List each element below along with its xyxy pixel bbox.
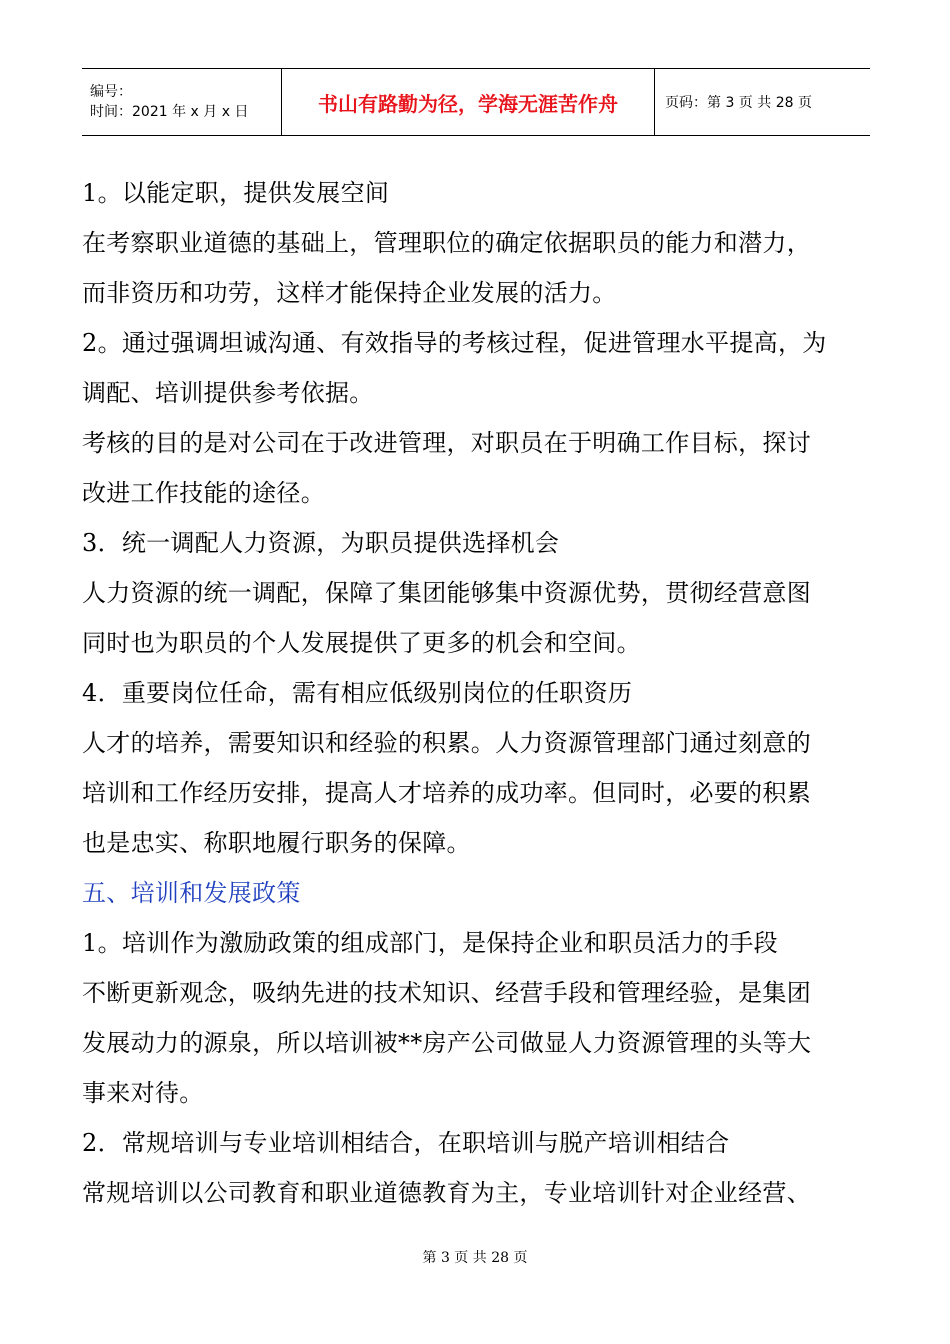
header-meta-cell [82, 69, 282, 135]
item-heading: 2。通过强调坦诚沟通、有效指导的考核过程，促进管理水平提高，为 [82, 329, 827, 357]
paragraph-line: 同时也为职员的个人发展提供了更多的机会和空间。 [82, 629, 641, 657]
paragraph-line: 常规培训以公司教育和职业道德教育为主，专业培训针对企业经营、 [82, 1179, 811, 1207]
motto-text: 书山有路勤为径，学海无涯苦作舟 [318, 91, 618, 116]
paragraph-line: 人力资源的统一调配，保障了集团能够集中资源优势，贯彻经营意图 [82, 579, 811, 607]
item-heading: 1。培训作为激励政策的组成部门，是保持企业和职员活力的手段 [82, 929, 778, 957]
document-date-label: 时间：2021 年 x 月 x 日 [90, 104, 249, 120]
paragraph-line: 调配、培训提供参考依据。 [82, 379, 374, 407]
item-heading: 1。以能定职，提供发展空间 [82, 179, 390, 207]
header-motto-cell [282, 69, 655, 135]
paragraph-line: 改进工作技能的途径。 [82, 479, 325, 507]
paragraph-line: 而非资历和功劳，这样才能保持企业发展的活力。 [82, 279, 617, 307]
item-heading: 4．重要岗位任命，需有相应低级别岗位的任职资历 [82, 679, 633, 707]
page-footer [0, 1247, 950, 1267]
document-number-label: 编号： [90, 84, 132, 100]
paragraph-line: 培训和工作经历安排，提高人才培养的成功率。但同时，必要的积累 [82, 779, 811, 807]
document-header [82, 68, 870, 136]
item-heading: 3．统一调配人力资源，为职员提供选择机会 [82, 529, 560, 557]
document-body [82, 168, 872, 1218]
paragraph-line: 发展动力的源泉，所以培训被**房产公司做显人力资源管理的头等大 [82, 1029, 812, 1057]
footer-page-number: 第 3 页 共 28 页 [422, 1250, 528, 1266]
header-page-info: 页码：第 3 页 共 28 页 [665, 95, 812, 111]
item-heading: 2．常规培训与专业培训相结合，在职培训与脱产培训相结合 [82, 1129, 730, 1157]
paragraph-line: 也是忠实、称职地履行职务的保障。 [82, 829, 471, 857]
paragraph-line: 事来对待。 [82, 1079, 204, 1107]
paragraph-line: 人才的培养，需要知识和经验的积累。人力资源管理部门通过刻意的 [82, 729, 811, 757]
paragraph-line: 考核的目的是对公司在于改进管理，对职员在于明确工作目标，探讨 [82, 429, 811, 457]
section-heading: 五、培训和发展政策 [82, 879, 301, 907]
paragraph-line: 在考察职业道德的基础上，管理职位的确定依据职员的能力和潜力， [82, 229, 811, 257]
header-page-cell [655, 69, 870, 135]
paragraph-line: 不断更新观念，吸纳先进的技术知识、经营手段和管理经验，是集团 [82, 979, 811, 1007]
